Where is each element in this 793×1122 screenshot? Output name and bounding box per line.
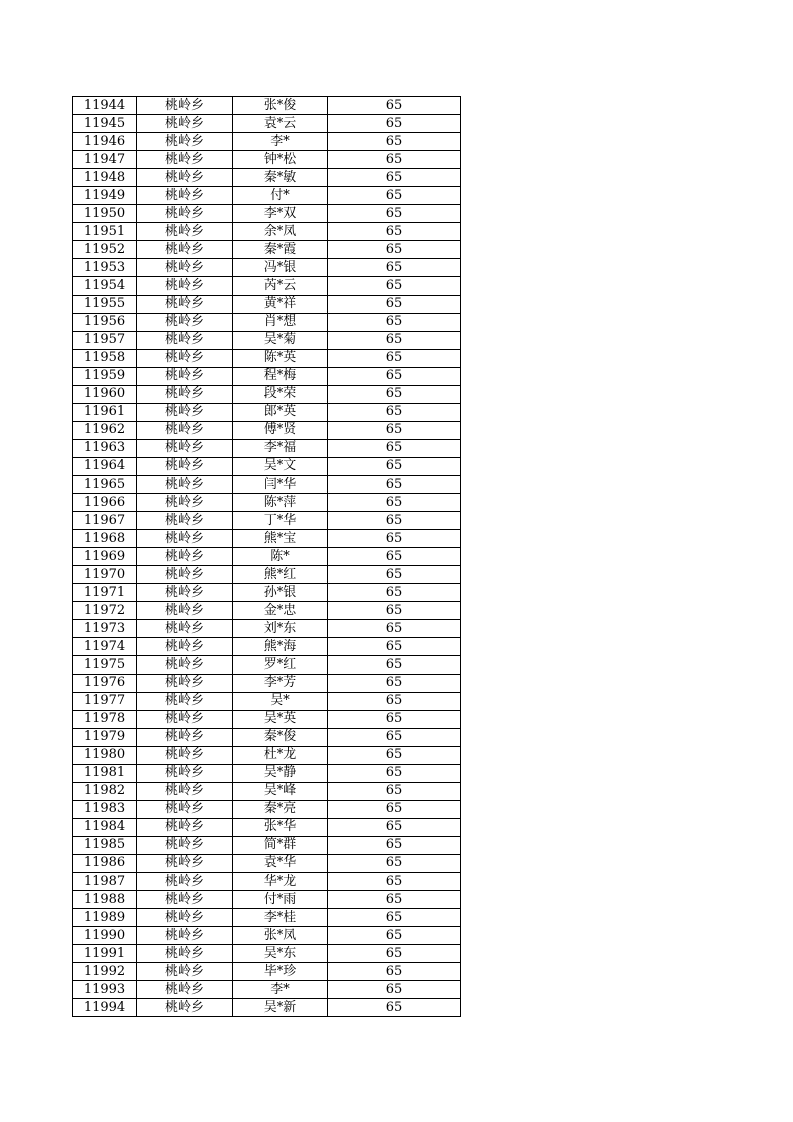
person-name-cell: 李*福 bbox=[233, 439, 328, 457]
record-id-cell: 11945 bbox=[73, 115, 137, 133]
record-id-cell: 11963 bbox=[73, 439, 137, 457]
amount-cell: 65 bbox=[328, 818, 461, 836]
table-row bbox=[73, 548, 461, 566]
table-row bbox=[73, 584, 461, 602]
record-id-cell: 11973 bbox=[73, 620, 137, 638]
record-id-cell: 11989 bbox=[73, 909, 137, 927]
person-name-cell: 段*荣 bbox=[233, 385, 328, 403]
person-name-cell: 张*凤 bbox=[233, 927, 328, 945]
record-id-cell: 11986 bbox=[73, 854, 137, 872]
township-cell: 桃岭乡 bbox=[137, 331, 233, 349]
table-row bbox=[73, 909, 461, 927]
person-name-cell: 芮*云 bbox=[233, 277, 328, 295]
township-cell: 桃岭乡 bbox=[137, 602, 233, 620]
township-cell: 桃岭乡 bbox=[137, 620, 233, 638]
table-row bbox=[73, 728, 461, 746]
township-cell: 桃岭乡 bbox=[137, 151, 233, 169]
person-name-cell: 杜*龙 bbox=[233, 746, 328, 764]
person-name-cell: 吴*菊 bbox=[233, 331, 328, 349]
table-row bbox=[73, 764, 461, 782]
township-cell: 桃岭乡 bbox=[137, 205, 233, 223]
record-id-cell: 11987 bbox=[73, 873, 137, 891]
record-id-cell: 11982 bbox=[73, 782, 137, 800]
township-cell: 桃岭乡 bbox=[137, 421, 233, 439]
data-table bbox=[72, 96, 461, 1017]
table-row bbox=[73, 818, 461, 836]
table-row bbox=[73, 566, 461, 584]
township-cell: 桃岭乡 bbox=[137, 710, 233, 728]
amount-cell: 65 bbox=[328, 241, 461, 259]
person-name-cell: 李*芳 bbox=[233, 674, 328, 692]
amount-cell: 65 bbox=[328, 205, 461, 223]
record-id-cell: 11984 bbox=[73, 818, 137, 836]
amount-cell: 65 bbox=[328, 854, 461, 872]
person-name-cell: 熊*红 bbox=[233, 566, 328, 584]
amount-cell: 65 bbox=[328, 151, 461, 169]
amount-cell: 65 bbox=[328, 710, 461, 728]
table-row bbox=[73, 277, 461, 295]
table-row bbox=[73, 999, 461, 1017]
township-cell: 桃岭乡 bbox=[137, 764, 233, 782]
amount-cell: 65 bbox=[328, 891, 461, 909]
table-row bbox=[73, 133, 461, 151]
table-row bbox=[73, 891, 461, 909]
township-cell: 桃岭乡 bbox=[137, 367, 233, 385]
person-name-cell: 罗*红 bbox=[233, 656, 328, 674]
amount-cell: 65 bbox=[328, 566, 461, 584]
record-id-cell: 11953 bbox=[73, 259, 137, 277]
record-id-cell: 11957 bbox=[73, 331, 137, 349]
table-row bbox=[73, 457, 461, 475]
record-id-cell: 11958 bbox=[73, 349, 137, 367]
person-name-cell: 余*凤 bbox=[233, 223, 328, 241]
record-id-cell: 11983 bbox=[73, 800, 137, 818]
township-cell: 桃岭乡 bbox=[137, 259, 233, 277]
table-row bbox=[73, 945, 461, 963]
record-id-cell: 11960 bbox=[73, 385, 137, 403]
person-name-cell: 付*雨 bbox=[233, 891, 328, 909]
amount-cell: 65 bbox=[328, 999, 461, 1017]
amount-cell: 65 bbox=[328, 367, 461, 385]
table-row bbox=[73, 367, 461, 385]
township-cell: 桃岭乡 bbox=[137, 746, 233, 764]
table-row bbox=[73, 187, 461, 205]
record-id-cell: 11955 bbox=[73, 295, 137, 313]
table-row bbox=[73, 674, 461, 692]
table-row bbox=[73, 259, 461, 277]
record-id-cell: 11959 bbox=[73, 367, 137, 385]
amount-cell: 65 bbox=[328, 313, 461, 331]
record-id-cell: 11961 bbox=[73, 403, 137, 421]
township-cell: 桃岭乡 bbox=[137, 981, 233, 999]
amount-cell: 65 bbox=[328, 512, 461, 530]
township-cell: 桃岭乡 bbox=[137, 836, 233, 854]
table-row bbox=[73, 439, 461, 457]
township-cell: 桃岭乡 bbox=[137, 818, 233, 836]
township-cell: 桃岭乡 bbox=[137, 548, 233, 566]
amount-cell: 65 bbox=[328, 746, 461, 764]
person-name-cell: 陈*英 bbox=[233, 349, 328, 367]
table-row bbox=[73, 530, 461, 548]
record-id-cell: 11949 bbox=[73, 187, 137, 205]
township-cell: 桃岭乡 bbox=[137, 457, 233, 475]
record-id-cell: 11976 bbox=[73, 674, 137, 692]
township-cell: 桃岭乡 bbox=[137, 313, 233, 331]
amount-cell: 65 bbox=[328, 223, 461, 241]
person-name-cell: 程*梅 bbox=[233, 367, 328, 385]
record-id-cell: 11990 bbox=[73, 927, 137, 945]
person-name-cell: 李* bbox=[233, 981, 328, 999]
table-row bbox=[73, 692, 461, 710]
amount-cell: 65 bbox=[328, 728, 461, 746]
record-id-cell: 11952 bbox=[73, 241, 137, 259]
township-cell: 桃岭乡 bbox=[137, 512, 233, 530]
amount-cell: 65 bbox=[328, 421, 461, 439]
person-name-cell: 张*华 bbox=[233, 818, 328, 836]
person-name-cell: 吴*东 bbox=[233, 945, 328, 963]
record-id-cell: 11950 bbox=[73, 205, 137, 223]
township-cell: 桃岭乡 bbox=[137, 945, 233, 963]
table-row bbox=[73, 475, 461, 493]
record-id-cell: 11951 bbox=[73, 223, 137, 241]
amount-cell: 65 bbox=[328, 800, 461, 818]
township-cell: 桃岭乡 bbox=[137, 854, 233, 872]
record-id-cell: 11985 bbox=[73, 836, 137, 854]
record-id-cell: 11988 bbox=[73, 891, 137, 909]
person-name-cell: 刘*东 bbox=[233, 620, 328, 638]
person-name-cell: 吴*峰 bbox=[233, 782, 328, 800]
person-name-cell: 陈*萍 bbox=[233, 494, 328, 512]
township-cell: 桃岭乡 bbox=[137, 97, 233, 115]
amount-cell: 65 bbox=[328, 439, 461, 457]
record-id-cell: 11944 bbox=[73, 97, 137, 115]
person-name-cell: 郎*英 bbox=[233, 403, 328, 421]
person-name-cell: 丁*华 bbox=[233, 512, 328, 530]
amount-cell: 65 bbox=[328, 945, 461, 963]
township-cell: 桃岭乡 bbox=[137, 891, 233, 909]
person-name-cell: 陈* bbox=[233, 548, 328, 566]
person-name-cell: 熊*宝 bbox=[233, 530, 328, 548]
township-cell: 桃岭乡 bbox=[137, 385, 233, 403]
record-id-cell: 11962 bbox=[73, 421, 137, 439]
person-name-cell: 简*群 bbox=[233, 836, 328, 854]
record-id-cell: 11971 bbox=[73, 584, 137, 602]
amount-cell: 65 bbox=[328, 620, 461, 638]
person-name-cell: 张*俊 bbox=[233, 97, 328, 115]
table-row bbox=[73, 602, 461, 620]
table-row bbox=[73, 223, 461, 241]
person-name-cell: 黄*祥 bbox=[233, 295, 328, 313]
township-cell: 桃岭乡 bbox=[137, 133, 233, 151]
record-id-cell: 11970 bbox=[73, 566, 137, 584]
table-row bbox=[73, 746, 461, 764]
person-name-cell: 华*龙 bbox=[233, 873, 328, 891]
township-cell: 桃岭乡 bbox=[137, 909, 233, 927]
amount-cell: 65 bbox=[328, 331, 461, 349]
table-row bbox=[73, 115, 461, 133]
township-cell: 桃岭乡 bbox=[137, 584, 233, 602]
table-row bbox=[73, 295, 461, 313]
amount-cell: 65 bbox=[328, 548, 461, 566]
township-cell: 桃岭乡 bbox=[137, 475, 233, 493]
amount-cell: 65 bbox=[328, 457, 461, 475]
record-id-cell: 11992 bbox=[73, 963, 137, 981]
table-row bbox=[73, 385, 461, 403]
record-id-cell: 11954 bbox=[73, 277, 137, 295]
table-row bbox=[73, 151, 461, 169]
table-row bbox=[73, 638, 461, 656]
record-id-cell: 11966 bbox=[73, 494, 137, 512]
amount-cell: 65 bbox=[328, 349, 461, 367]
township-cell: 桃岭乡 bbox=[137, 728, 233, 746]
person-name-cell: 钟*松 bbox=[233, 151, 328, 169]
record-id-cell: 11993 bbox=[73, 981, 137, 999]
amount-cell: 65 bbox=[328, 295, 461, 313]
amount-cell: 65 bbox=[328, 656, 461, 674]
table-row bbox=[73, 873, 461, 891]
township-cell: 桃岭乡 bbox=[137, 638, 233, 656]
record-id-cell: 11994 bbox=[73, 999, 137, 1017]
record-id-cell: 11972 bbox=[73, 602, 137, 620]
table-row bbox=[73, 800, 461, 818]
person-name-cell: 李* bbox=[233, 133, 328, 151]
township-cell: 桃岭乡 bbox=[137, 169, 233, 187]
person-name-cell: 付* bbox=[233, 187, 328, 205]
table-row bbox=[73, 710, 461, 728]
person-name-cell: 吴*文 bbox=[233, 457, 328, 475]
township-cell: 桃岭乡 bbox=[137, 277, 233, 295]
record-id-cell: 11948 bbox=[73, 169, 137, 187]
amount-cell: 65 bbox=[328, 873, 461, 891]
table-row bbox=[73, 169, 461, 187]
township-cell: 桃岭乡 bbox=[137, 873, 233, 891]
table-row bbox=[73, 97, 461, 115]
township-cell: 桃岭乡 bbox=[137, 349, 233, 367]
table-row bbox=[73, 494, 461, 512]
township-cell: 桃岭乡 bbox=[137, 800, 233, 818]
township-cell: 桃岭乡 bbox=[137, 566, 233, 584]
township-cell: 桃岭乡 bbox=[137, 494, 233, 512]
amount-cell: 65 bbox=[328, 602, 461, 620]
record-id-cell: 11964 bbox=[73, 457, 137, 475]
table-row bbox=[73, 854, 461, 872]
record-id-cell: 11975 bbox=[73, 656, 137, 674]
record-id-cell: 11968 bbox=[73, 530, 137, 548]
person-name-cell: 冯*银 bbox=[233, 259, 328, 277]
amount-cell: 65 bbox=[328, 764, 461, 782]
amount-cell: 65 bbox=[328, 782, 461, 800]
record-id-cell: 11946 bbox=[73, 133, 137, 151]
township-cell: 桃岭乡 bbox=[137, 927, 233, 945]
table-row bbox=[73, 403, 461, 421]
person-name-cell: 秦*霞 bbox=[233, 241, 328, 259]
amount-cell: 65 bbox=[328, 277, 461, 295]
amount-cell: 65 bbox=[328, 530, 461, 548]
record-id-cell: 11947 bbox=[73, 151, 137, 169]
record-id-cell: 11956 bbox=[73, 313, 137, 331]
amount-cell: 65 bbox=[328, 638, 461, 656]
person-name-cell: 吴* bbox=[233, 692, 328, 710]
person-name-cell: 吴*静 bbox=[233, 764, 328, 782]
amount-cell: 65 bbox=[328, 963, 461, 981]
township-cell: 桃岭乡 bbox=[137, 692, 233, 710]
township-cell: 桃岭乡 bbox=[137, 530, 233, 548]
township-cell: 桃岭乡 bbox=[137, 403, 233, 421]
person-name-cell: 袁*华 bbox=[233, 854, 328, 872]
record-id-cell: 11978 bbox=[73, 710, 137, 728]
township-cell: 桃岭乡 bbox=[137, 223, 233, 241]
table-row bbox=[73, 981, 461, 999]
amount-cell: 65 bbox=[328, 97, 461, 115]
township-cell: 桃岭乡 bbox=[137, 656, 233, 674]
amount-cell: 65 bbox=[328, 475, 461, 493]
table-row bbox=[73, 205, 461, 223]
record-id-cell: 11979 bbox=[73, 728, 137, 746]
township-cell: 桃岭乡 bbox=[137, 999, 233, 1017]
record-id-cell: 11967 bbox=[73, 512, 137, 530]
person-name-cell: 秦*俊 bbox=[233, 728, 328, 746]
table-row bbox=[73, 963, 461, 981]
person-name-cell: 傅*贤 bbox=[233, 421, 328, 439]
table-row bbox=[73, 782, 461, 800]
amount-cell: 65 bbox=[328, 115, 461, 133]
township-cell: 桃岭乡 bbox=[137, 241, 233, 259]
amount-cell: 65 bbox=[328, 674, 461, 692]
record-id-cell: 11991 bbox=[73, 945, 137, 963]
township-cell: 桃岭乡 bbox=[137, 115, 233, 133]
person-name-cell: 金*忠 bbox=[233, 602, 328, 620]
table-row bbox=[73, 836, 461, 854]
table-row bbox=[73, 331, 461, 349]
record-id-cell: 11965 bbox=[73, 475, 137, 493]
table-row bbox=[73, 349, 461, 367]
amount-cell: 65 bbox=[328, 981, 461, 999]
table-body bbox=[73, 97, 461, 1017]
amount-cell: 65 bbox=[328, 259, 461, 277]
person-name-cell: 李*双 bbox=[233, 205, 328, 223]
table-row bbox=[73, 313, 461, 331]
person-name-cell: 毕*珍 bbox=[233, 963, 328, 981]
record-id-cell: 11977 bbox=[73, 692, 137, 710]
township-cell: 桃岭乡 bbox=[137, 295, 233, 313]
person-name-cell: 孙*银 bbox=[233, 584, 328, 602]
amount-cell: 65 bbox=[328, 133, 461, 151]
person-name-cell: 袁*云 bbox=[233, 115, 328, 133]
table-row bbox=[73, 656, 461, 674]
table-row bbox=[73, 512, 461, 530]
person-name-cell: 吴*新 bbox=[233, 999, 328, 1017]
person-name-cell: 秦*亮 bbox=[233, 800, 328, 818]
record-id-cell: 11980 bbox=[73, 746, 137, 764]
person-name-cell: 秦*敏 bbox=[233, 169, 328, 187]
township-cell: 桃岭乡 bbox=[137, 187, 233, 205]
amount-cell: 65 bbox=[328, 169, 461, 187]
amount-cell: 65 bbox=[328, 187, 461, 205]
person-name-cell: 肖*想 bbox=[233, 313, 328, 331]
record-id-cell: 11969 bbox=[73, 548, 137, 566]
township-cell: 桃岭乡 bbox=[137, 674, 233, 692]
record-id-cell: 11974 bbox=[73, 638, 137, 656]
table-row bbox=[73, 241, 461, 259]
township-cell: 桃岭乡 bbox=[137, 963, 233, 981]
person-name-cell: 吴*英 bbox=[233, 710, 328, 728]
amount-cell: 65 bbox=[328, 927, 461, 945]
amount-cell: 65 bbox=[328, 494, 461, 512]
township-cell: 桃岭乡 bbox=[137, 439, 233, 457]
table-row bbox=[73, 927, 461, 945]
table-row bbox=[73, 620, 461, 638]
amount-cell: 65 bbox=[328, 385, 461, 403]
amount-cell: 65 bbox=[328, 692, 461, 710]
amount-cell: 65 bbox=[328, 909, 461, 927]
amount-cell: 65 bbox=[328, 584, 461, 602]
amount-cell: 65 bbox=[328, 403, 461, 421]
person-name-cell: 李*桂 bbox=[233, 909, 328, 927]
person-name-cell: 闫*华 bbox=[233, 475, 328, 493]
record-id-cell: 11981 bbox=[73, 764, 137, 782]
person-name-cell: 熊*海 bbox=[233, 638, 328, 656]
amount-cell: 65 bbox=[328, 836, 461, 854]
township-cell: 桃岭乡 bbox=[137, 782, 233, 800]
table-row bbox=[73, 421, 461, 439]
